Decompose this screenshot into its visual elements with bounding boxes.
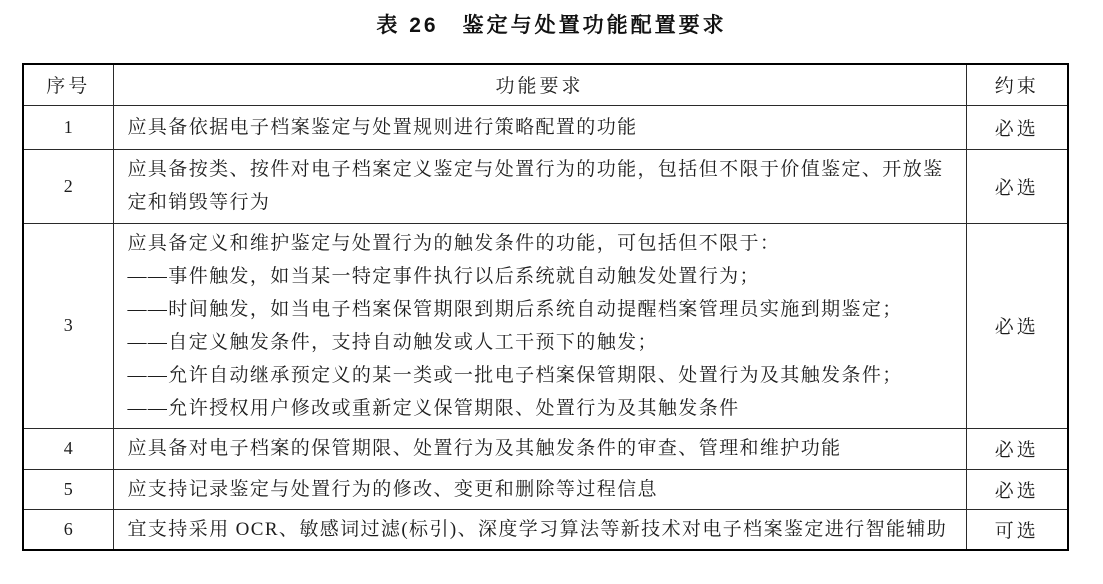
table-row-3 bbox=[23, 223, 1068, 428]
table-row-2 bbox=[23, 149, 1068, 223]
document-page bbox=[0, 9, 1103, 584]
constraint-value: 可选 bbox=[966, 509, 1068, 550]
table-row-5 bbox=[23, 469, 1068, 509]
table-row-4 bbox=[23, 428, 1068, 469]
requirement-text: 宜支持采用 OCR、敏感词过滤(标引)、深度学习算法等新技术对电子档案鉴定进行智能辅助 bbox=[127, 518, 948, 540]
requirement-text: 应支持记录鉴定与处置行为的修改、变更和删除等过程信息 bbox=[127, 478, 658, 500]
row-number: 6 bbox=[23, 509, 113, 550]
requirement-text: 应具备按类、按件对电子档案定义鉴定与处置行为的功能，包括但不限于价值鉴定、开放鉴定和销毁等行为 bbox=[127, 159, 944, 213]
requirements-table bbox=[22, 63, 1069, 551]
row-number: 3 bbox=[23, 223, 113, 428]
requirement-list-item: ——自定义触发条件，支持自动触发或人工干预下的触发； bbox=[127, 331, 658, 353]
requirement-list-item: ——事件触发，如当某一特定事件执行以后系统就自动触发处置行为； bbox=[127, 265, 760, 287]
requirement-text: 应具备依据电子档案鉴定与处置规则进行策略配置的功能 bbox=[127, 116, 638, 138]
table-header-row bbox=[23, 64, 1068, 105]
requirement-text: 应具备对电子档案的保管期限、处置行为及其触发条件的审查、管理和维护功能 bbox=[127, 438, 842, 459]
requirement-cell bbox=[113, 469, 966, 509]
row-number: 4 bbox=[23, 428, 113, 469]
requirement-list-item: ——允许授权用户修改或重新定义保管期限、处置行为及其触发条件 bbox=[127, 397, 740, 419]
requirement-cell bbox=[113, 223, 966, 428]
requirement-text: 应具备定义和维护鉴定与处置行为的触发条件的功能，可包括但不限于： bbox=[127, 232, 781, 254]
constraint-value: 必选 bbox=[966, 428, 1068, 469]
constraint-value: 必选 bbox=[966, 469, 1068, 509]
requirement-cell bbox=[113, 105, 966, 149]
column-header-constraint: 约束 bbox=[966, 64, 1068, 105]
requirement-cell bbox=[113, 149, 966, 223]
table-row-1 bbox=[23, 105, 1068, 149]
requirement-cell bbox=[113, 428, 966, 469]
constraint-value: 必选 bbox=[966, 149, 1068, 223]
requirement-cell bbox=[113, 509, 966, 550]
constraint-value: 必选 bbox=[966, 105, 1068, 149]
column-header-requirement: 功能要求 bbox=[113, 64, 966, 105]
constraint-value: 必选 bbox=[966, 223, 1068, 428]
column-header-number: 序号 bbox=[23, 64, 113, 105]
table-caption: 表 26 鉴定与处置功能配置要求 bbox=[376, 14, 727, 37]
table-row-6 bbox=[23, 509, 1068, 550]
row-number: 1 bbox=[23, 105, 113, 149]
requirement-list-item: ——时间触发，如当电子档案保管期限到期后系统自动提醒档案管理员实施到期鉴定； bbox=[127, 298, 903, 320]
requirement-list-item: ——允许自动继承预定义的某一类或一批电子档案保管期限、处置行为及其触发条件； bbox=[127, 364, 903, 386]
row-number: 2 bbox=[23, 149, 113, 223]
row-number: 5 bbox=[23, 469, 113, 509]
